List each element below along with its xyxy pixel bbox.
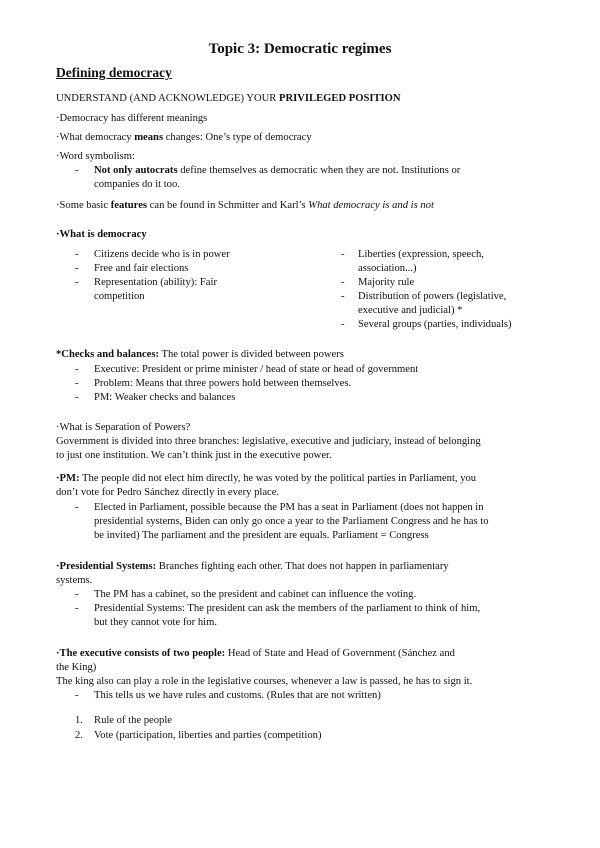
features-mid: can be found in Schmitter and Karl’s <box>147 200 309 211</box>
what-means-line <box>56 131 312 144</box>
king-line: The king also can play a role in the legislative courses, whenever a law is passed, he has to sign it. <box>56 676 473 687</box>
executive-text: Head of State and Head of Government (Sánchez and <box>225 648 455 659</box>
list-item: Problem: Means that three powers hold between themselves. <box>94 378 352 389</box>
presidential-line <box>56 560 449 573</box>
separation-answer-line2: to just one institution. We can’t think just in the executive power. <box>56 450 332 461</box>
executive-line2: the King) <box>56 662 97 673</box>
pm-line2: don’t vote for Pedro Sánchez directly in every place. <box>56 487 280 498</box>
list-dash: - <box>75 378 79 389</box>
list-dash: - <box>341 319 345 330</box>
presidential-line2: systems. <box>56 575 93 586</box>
autocrats-line2: companies do it too. <box>94 179 180 190</box>
checks-bold: *Checks and balances: <box>56 349 160 360</box>
list-item-cont: but they cannot vote for him. <box>94 617 217 628</box>
features-text: ·Some basic <box>56 200 111 211</box>
list-dash: - <box>341 277 345 288</box>
list-dash: - <box>75 277 79 288</box>
list-dash: - <box>341 291 345 302</box>
features-bold: features <box>110 200 148 211</box>
list-dash: - <box>75 392 79 403</box>
list-item: Presidential Systems: The president can ask the members of the parliament to think of him, <box>94 603 481 614</box>
list-dash: - <box>75 603 79 614</box>
list-item: Elected in Parliament, possible because the PM has a seat in Parliament (does not happen in <box>94 502 484 513</box>
list-number: 1. <box>75 715 83 726</box>
list-number: 2. <box>75 730 83 741</box>
separation-question: ·What is Separation of Powers? <box>56 422 191 433</box>
understand-bold: PRIVILEGED POSITION <box>278 93 401 104</box>
features-line <box>56 199 434 212</box>
features-italic: What democracy is and is not <box>308 200 434 211</box>
section-heading: Defining democracy <box>56 65 172 80</box>
presidential-bold: ·Presidential Systems: <box>56 561 157 572</box>
what-is-democracy: ·What is democracy <box>56 229 147 240</box>
what-means-bold: means <box>134 132 164 143</box>
list-dash: - <box>75 165 79 176</box>
numbered-item: Vote (participation, liberties and parties (competition) <box>94 730 322 741</box>
list-dash: - <box>75 690 79 701</box>
list-item: Distribution of powers (legislative, <box>358 291 507 302</box>
list-dash: - <box>75 263 79 274</box>
list-dash: - <box>75 249 79 260</box>
separation-answer: Government is divided into three branches: legislative, executive and judiciary, instead of belonging <box>56 436 481 447</box>
list-item-cont: presidential systems, Biden can only go once a year to the Parliament Congress and he has to <box>94 516 489 527</box>
list-item-cont: executive and judicial) * <box>358 305 463 316</box>
understand-line <box>56 92 401 105</box>
autocrats-line <box>94 164 460 177</box>
pm-text: The people did not elect him directly, he was voted by the political parties in Parliament, you <box>79 473 477 484</box>
what-means-text: ·What democracy <box>56 132 135 143</box>
understand-text: UNDERSTAND (AND ACKNOWLEDGE) YOUR <box>56 93 279 104</box>
list-item-cont: be invited) The parliament and the president are equals. Parliament = Congress <box>94 530 429 541</box>
what-means-post: changes: One’s type of democracy <box>163 132 312 143</box>
list-item-cont: association...) <box>358 263 417 274</box>
presidential-text: Branches fighting each other. That does not happen in parliamentary <box>156 561 449 572</box>
pm-line <box>56 472 476 485</box>
list-item-cont: competition <box>94 291 145 302</box>
list-dash: - <box>75 364 79 375</box>
autocrats-bold: Not only autocrats <box>94 165 178 176</box>
pm-bold: ·PM: <box>56 473 80 484</box>
list-item: Citizens decide who is in power <box>94 249 230 260</box>
word-symbolism-line: ·Word symbolism: <box>56 151 135 162</box>
list-dash: - <box>75 589 79 600</box>
list-item: Free and fair elections <box>94 263 189 274</box>
list-item: The PM has a cabinet, so the president and cabinet can influence the voting. <box>94 589 417 600</box>
checks-line <box>56 348 344 361</box>
list-item: Majority rule <box>358 277 415 288</box>
list-item: Representation (ability): Fair <box>94 277 217 288</box>
numbered-item: Rule of the people <box>94 715 172 726</box>
page-title: Topic 3: Democratic regimes <box>208 41 392 57</box>
checks-text: The total power is divided between powers <box>159 349 344 360</box>
executive-line <box>56 647 455 660</box>
list-item: Executive: President or prime minister / head of state or head of government <box>94 364 419 375</box>
list-dash: - <box>341 249 345 260</box>
list-item: PM: Weaker checks and balances <box>94 392 236 403</box>
autocrats-text: define themselves as democratic when they are not. Institutions or <box>177 165 461 176</box>
executive-bold: ·The executive consists of two people: <box>56 648 226 659</box>
list-item: Several groups (parties, individuals) <box>358 319 512 330</box>
list-dash: - <box>75 502 79 513</box>
list-item: This tells us we have rules and customs. (Rules that are not written) <box>94 690 381 701</box>
meanings-line: ·Democracy has different meanings <box>56 113 208 124</box>
list-item: Liberties (expression, speech, <box>358 249 484 260</box>
